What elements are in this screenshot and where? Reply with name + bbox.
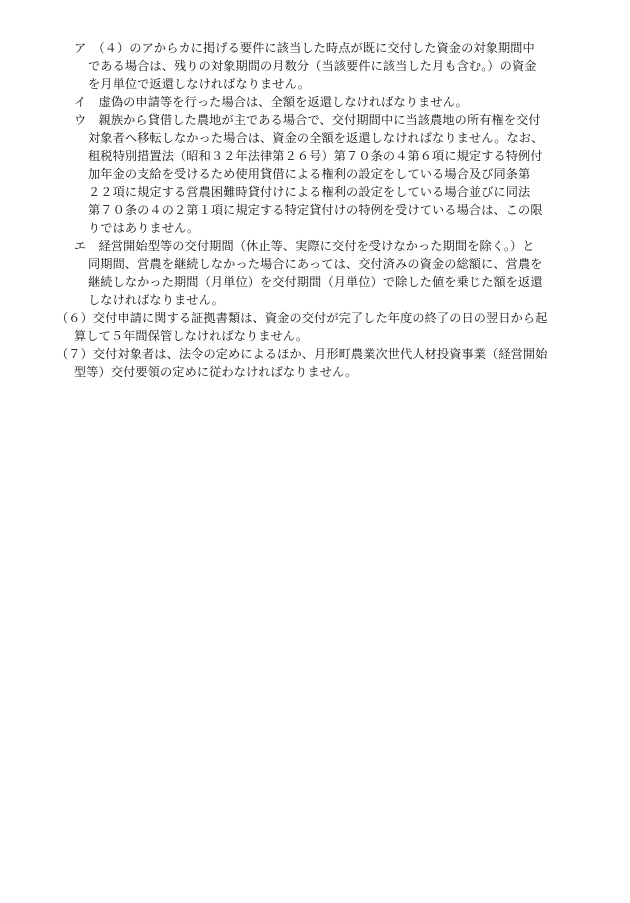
item-a-line-2: である場合は、残りの対象期間の月数分（当該要件に該当した月も含む。）の資金 bbox=[88, 59, 537, 73]
item-e-line-1: エ 経営開始型等の交付期間（休止等、実際に交付を受けなかった期間を除く。）と bbox=[74, 239, 535, 253]
item-a-line-3: を月単位で返還しなければなりません。 bbox=[88, 77, 310, 91]
item-u-line-4: 加年金の支給を受けるため使用貸借による権利の設定をしている場合及び同条第 bbox=[88, 167, 531, 181]
section-7-line-1: （７）交付対象者は、法令の定めによるほか、月形町農業次世代人材投資事業（経営開始 bbox=[56, 347, 548, 361]
item-u-line-6: 第７０条の４の２第１項に規定する特定貸付けの特例を受けている場合は、この限 bbox=[88, 203, 543, 217]
item-e-line-3: 継続しなかった期間（月単位）を交付期間（月単位）で除した値を乗じた額を返還 bbox=[88, 275, 543, 289]
item-e-line-4: しなければなりません。 bbox=[88, 293, 224, 307]
item-u-line-5: ２２項に規定する営農困難時貸付けによる権利の設定をしている場合並びに同法 bbox=[88, 185, 531, 199]
item-a-line-1: ア （４）のアからカに掲げる要件に該当した時点が既に交付した資金の対象期間中 bbox=[74, 41, 535, 55]
item-e-line-2: 同期間、営農を継続しなかった場合にあっては、交付済みの資金の総額に、営農を bbox=[88, 257, 543, 271]
item-u-line-7: りではありません。 bbox=[88, 221, 200, 235]
section-7-line-2: 型等）交付要領の定めに従わなければなりません。 bbox=[74, 365, 358, 379]
section-6-line-2: 算して５年間保管しなければなりません。 bbox=[74, 329, 309, 343]
item-u-line-1: ウ 親族から貸借した農地が主である場合で、交付期間中に当該農地の所有権を交付 bbox=[74, 113, 541, 127]
item-u-line-3: 租税特別措置法（昭和３２年法律第２６号）第７０条の４第６項に規定する特例付 bbox=[88, 149, 543, 163]
item-i-line-1: イ 虚偽の申請等を行った場合は、全額を返還しなければなりません。 bbox=[74, 95, 468, 109]
section-6-line-1: （６）交付申請に関する証拠書類は、資金の交付が完了した年度の終了の日の翌日から起 bbox=[56, 311, 548, 325]
item-u-line-2: 対象者へ移転しなかった場合は、資金の全額を返還しなければなりません。なお、 bbox=[88, 131, 544, 145]
